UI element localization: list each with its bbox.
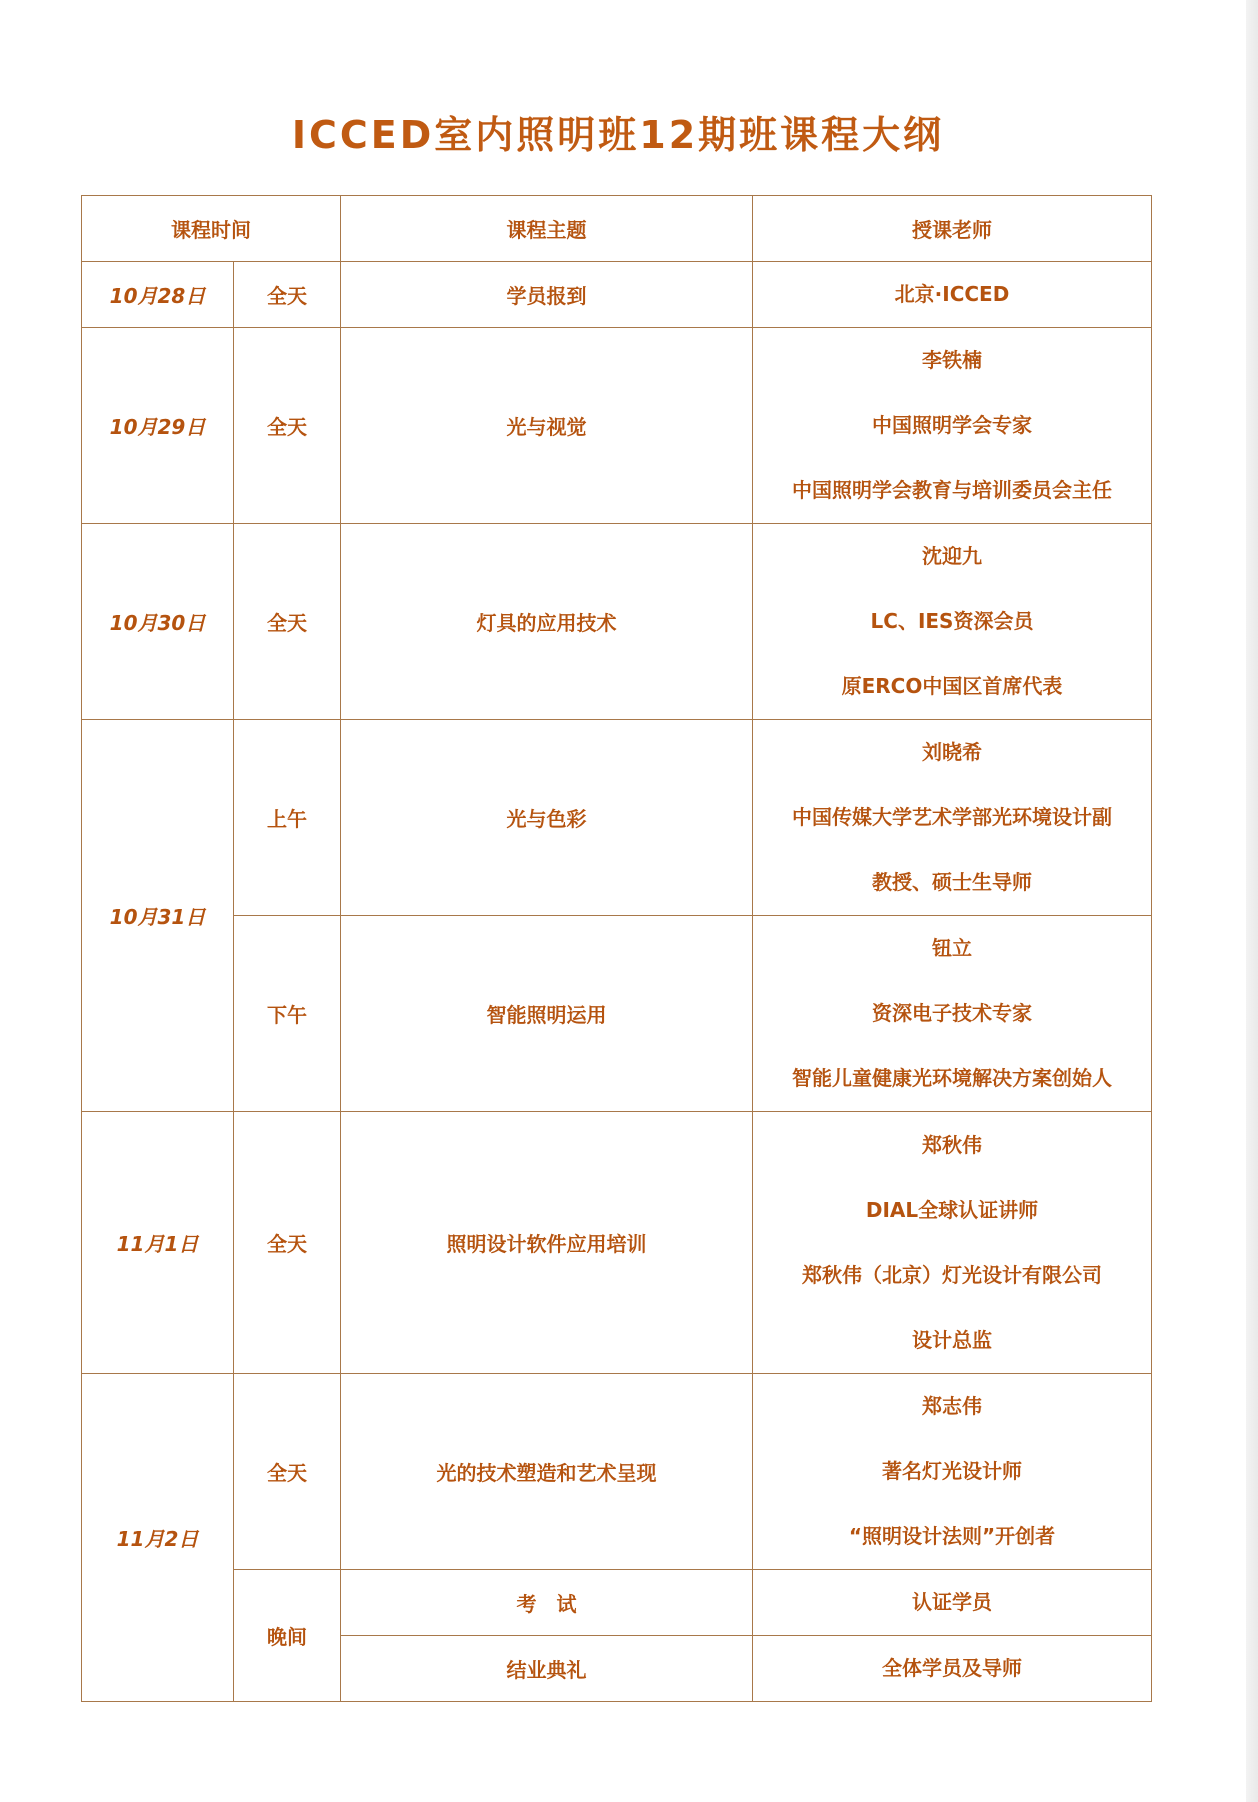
topic-cell: 光与色彩 [341, 720, 753, 916]
period-cell: 全天 [234, 524, 341, 720]
topic-cell: 灯具的应用技术 [341, 524, 753, 720]
date-cell: 10月29日 [82, 328, 234, 524]
teacher-line: 中国照明学会教育与培训委员会主任 [792, 478, 1112, 502]
teacher-line: 教授、硕士生导师 [872, 870, 1032, 894]
teacher-cell [753, 328, 1152, 524]
course-outline-table [81, 195, 1152, 1702]
table-row [82, 1112, 1152, 1374]
header-topic: 课程主题 [341, 196, 753, 262]
teacher-line: 李铁楠 [922, 348, 982, 372]
topic-cell: 照明设计软件应用培训 [341, 1112, 753, 1374]
table-row [82, 916, 1152, 1112]
table-row [82, 1374, 1152, 1570]
teacher-line: 沈迎九 [922, 544, 982, 568]
period-cell: 全天 [234, 1112, 341, 1374]
date-cell: 10月31日 [82, 720, 234, 1112]
teacher-line: 智能儿童健康光环境解决方案创始人 [792, 1066, 1112, 1090]
topic-cell: 结业典礼 [341, 1636, 753, 1702]
teacher-line: “照明设计法则”开创者 [848, 1524, 1056, 1548]
header-teacher: 授课老师 [753, 196, 1152, 262]
table-row [82, 328, 1152, 524]
period-cell: 晚间 [234, 1570, 341, 1702]
header-row [82, 196, 1152, 262]
date-cell: 10月30日 [82, 524, 234, 720]
teacher-line: 中国传媒大学艺术学部光环境设计副 [792, 805, 1112, 829]
teacher-line: 中国照明学会专家 [872, 413, 1032, 437]
teacher-cell [753, 1112, 1152, 1374]
teacher-cell [753, 916, 1152, 1112]
teacher-line: LC、IES资深会员 [870, 609, 1034, 633]
table-row [82, 1570, 1152, 1636]
teacher-line: 钮立 [932, 936, 972, 960]
date-cell: 10月28日 [82, 262, 234, 328]
date-cell: 11月1日 [82, 1112, 234, 1374]
period-cell: 全天 [234, 262, 341, 328]
header-time: 课程时间 [82, 196, 341, 262]
table-row [82, 262, 1152, 328]
topic-cell: 考 试 [341, 1570, 753, 1636]
teacher-cell [753, 720, 1152, 916]
teacher-line: 郑志伟 [922, 1394, 982, 1418]
document-title: ICCED室内照明班12期班课程大纲 [291, 113, 945, 157]
teacher-cell [753, 1374, 1152, 1570]
topic-cell: 光的技术塑造和艺术呈现 [341, 1374, 753, 1570]
teacher-line: 北京·ICCED [894, 282, 1010, 306]
teacher-line: 认证学员 [912, 1590, 992, 1614]
period-cell: 下午 [234, 916, 341, 1112]
date-cell: 11月2日 [82, 1374, 234, 1702]
period-cell: 上午 [234, 720, 341, 916]
teacher-line: DIAL全球认证讲师 [865, 1197, 1039, 1222]
teacher-line: 全体学员及导师 [882, 1656, 1022, 1680]
topic-cell: 智能照明运用 [341, 916, 753, 1112]
teacher-line: 郑秋伟 [922, 1132, 982, 1157]
teacher-line: 设计总监 [912, 1327, 992, 1352]
teacher-cell [753, 524, 1152, 720]
topic-cell: 学员报到 [341, 262, 753, 328]
teacher-line: 刘晓希 [922, 740, 982, 764]
teacher-line: 原ERCO中国区首席代表 [841, 674, 1063, 698]
page-edge [1246, 0, 1258, 1802]
period-cell: 全天 [234, 328, 341, 524]
table-row [82, 524, 1152, 720]
teacher-cell [753, 1636, 1152, 1702]
table-row [82, 720, 1152, 916]
teacher-cell [753, 262, 1152, 328]
teacher-cell [753, 1570, 1152, 1636]
period-cell: 全天 [234, 1374, 341, 1570]
topic-cell: 光与视觉 [341, 328, 753, 524]
teacher-line: 著名灯光设计师 [882, 1459, 1022, 1483]
teacher-line: 资深电子技术专家 [872, 1001, 1032, 1025]
teacher-line: 郑秋伟（北京）灯光设计有限公司 [802, 1262, 1102, 1287]
